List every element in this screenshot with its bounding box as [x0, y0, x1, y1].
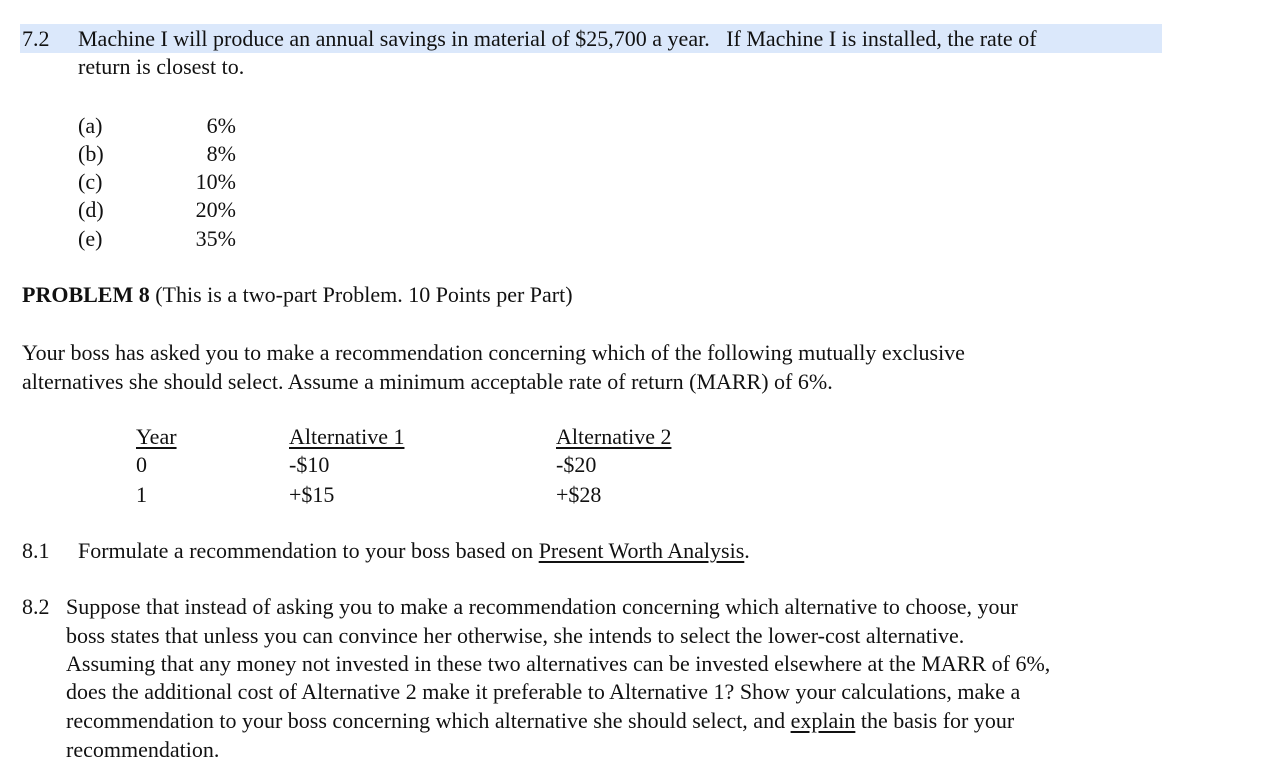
option-label: (c) — [78, 169, 103, 194]
table-cell-alternative-1: -$10 — [289, 452, 330, 477]
table-cell-alternative-1: +$15 — [289, 482, 335, 507]
question-8-2-line-1: Suppose that instead of asking you to make a recommendation concerning which alternative to choose, your — [66, 594, 1018, 619]
problem-8-paragraph-line-1: Your boss has asked you to make a recommendation concerning which of the following mutually exclusive — [22, 340, 965, 365]
question-8-1-underlined: Present Worth Analysis — [538, 538, 745, 563]
option-value: 10% — [195, 169, 236, 194]
question-8-2-line-5-after: the basis for your — [855, 708, 1015, 733]
question-8-1-text — [78, 537, 750, 565]
option-label: (d) — [78, 197, 104, 222]
question-8-1-number: 8.1 — [22, 538, 50, 563]
question-7-2-number: 7.2 — [22, 26, 50, 51]
table-header-alternative-1: Alternative 1 — [289, 424, 405, 449]
problem-8-paragraph-line-2: alternatives she should select. Assume a minimum acceptable rate of return (MARR) of 6%. — [22, 369, 833, 394]
table-cell-year: 1 — [136, 482, 147, 507]
question-8-2-line-3: Assuming that any money not invested in these two alternatives can be invested elsewhere at the MARR of 6%, — [66, 651, 1051, 676]
problem-8-subtitle: (This is a two-part Problem. 10 Points per Part) — [149, 282, 573, 307]
table-cell-year: 0 — [136, 452, 147, 477]
problem-8-heading — [22, 281, 573, 309]
option-value: 6% — [206, 113, 236, 138]
option-label: (a) — [78, 113, 103, 138]
table-header-year: Year — [136, 424, 177, 449]
question-7-2-line-1: Machine I will produce an annual savings in material of $25,700 a year. If Machine I is installed, the rate of — [78, 26, 1037, 51]
option-value: 20% — [195, 197, 236, 222]
table-cell-alternative-2: -$20 — [556, 452, 597, 477]
question-8-2-line-2: boss states that unless you can convince her otherwise, she intends to select the lower-cost alternative. — [66, 623, 965, 648]
question-8-2-number: 8.2 — [22, 594, 50, 619]
question-8-2-underlined: explain — [790, 708, 856, 733]
table-cell-alternative-2: +$28 — [556, 482, 602, 507]
question-8-1-text-before: Formulate a recommendation to your boss based on — [78, 538, 539, 563]
option-value: 35% — [195, 226, 236, 251]
option-label: (b) — [78, 141, 104, 166]
question-8-2-line-4: does the additional cost of Alternative 2 make it preferable to Alternative 1? Show your calculations, make a — [66, 679, 1021, 704]
table-header-alternative-2: Alternative 2 — [556, 424, 672, 449]
problem-8-title: PROBLEM 8 — [22, 282, 150, 307]
question-8-1-text-after: . — [744, 538, 750, 563]
question-8-2-line-6: recommendation. — [66, 737, 220, 762]
question-8-2-line-5-before: recommendation to your boss concerning which alternative she should select, and — [66, 708, 791, 733]
question-8-2-line-5 — [66, 707, 1014, 735]
option-label: (e) — [78, 226, 103, 251]
question-7-2-line-2: return is closest to. — [78, 54, 245, 79]
option-value: 8% — [206, 141, 236, 166]
